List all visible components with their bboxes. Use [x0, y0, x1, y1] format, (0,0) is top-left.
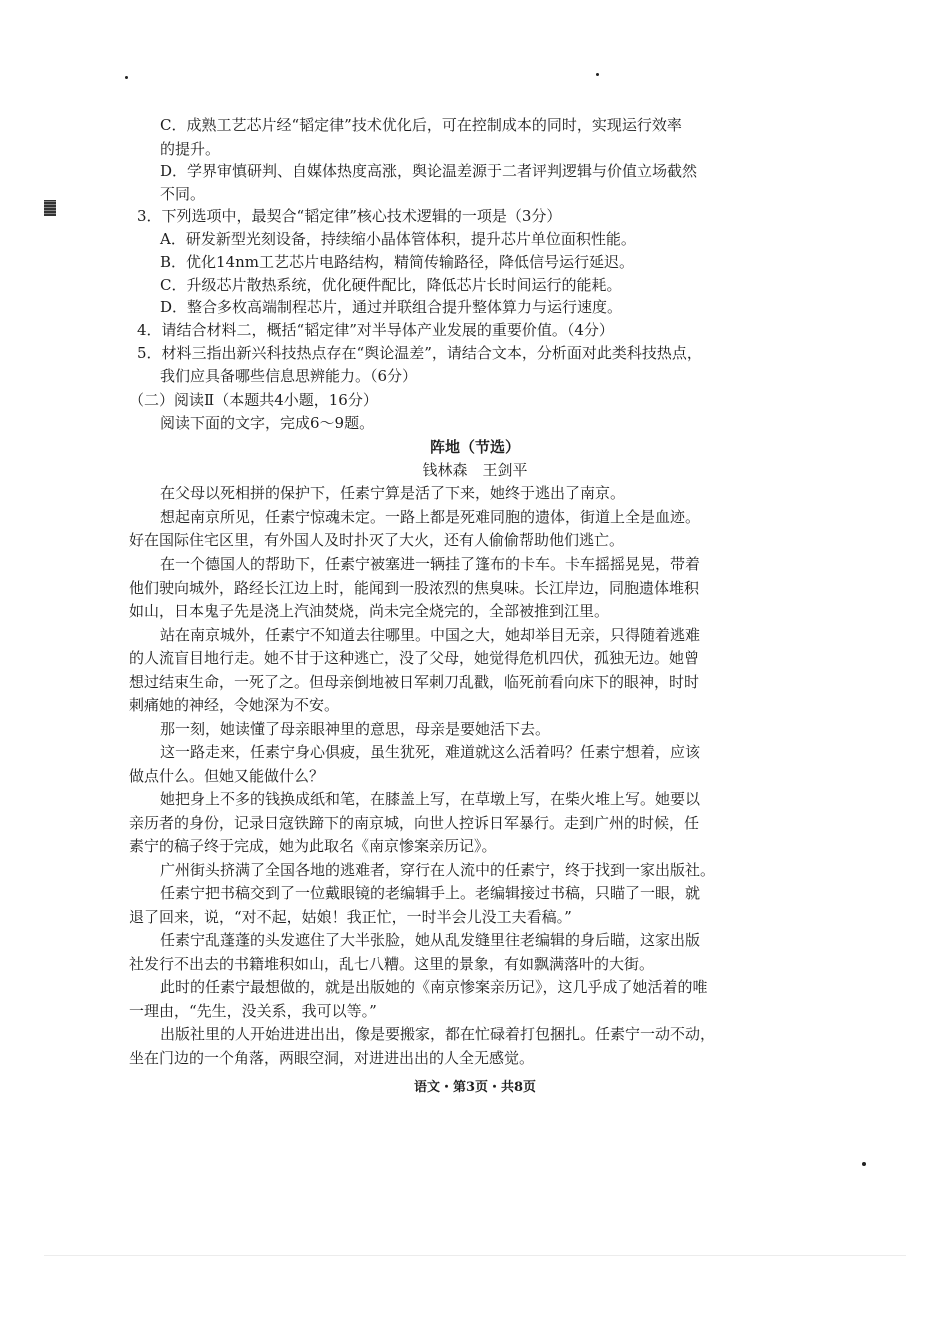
section-instruction: 阅读下面的文字，完成6～9题。 — [160, 414, 375, 432]
passage-line: 的人流盲目地行走。她不甘于这种逃亡，没了父母，她觉得危机四伏，孤独无边。她曾 — [129, 649, 700, 667]
passage-line: 任素宁乱蓬蓬的头发遮住了大半张脸，她从乱发缝里往老编辑的身后瞄，这家出版 — [160, 931, 701, 949]
q3-option-a: A．研发新型光刻设备，持续缩小晶体管体积，提升芯片单位面积性能。 — [160, 230, 636, 248]
passage-line: 那一刻，她读懂了母亲眼神里的意思，母亲是要她活下去。 — [160, 720, 551, 738]
passage-line: 出版社里的人开始进进出出，像是要搬家，都在忙碌着打包捆扎。任素宁一动不动， — [160, 1025, 716, 1043]
passage-line: 在一个德国人的帮助下，任素宁被塞进一辆挂了篷布的卡车。卡车摇摇晃晃，带着 — [160, 555, 701, 573]
q2-option-d-line2: 不同。 — [160, 185, 206, 203]
passage-line: 她把身上不多的钱换成纸和笔，在膝盖上写，在草墩上写，在柴火堆上写。她要以 — [160, 790, 701, 808]
passage-line: 任素宁把书稿交到了一位戴眼镜的老编辑手上。老编辑接过书稿，只瞄了一眼，就 — [160, 884, 701, 902]
passage-line: 如山，日本鬼子先是浇上汽油焚烧，尚未完全烧完的，全部被推到江里。 — [129, 602, 610, 620]
q2-option-c-line2: 的提升。 — [160, 140, 221, 158]
passage-line: 做点什么。但她又能做什么？ — [129, 767, 325, 785]
page-footer: 语文・第3页・共8页 — [413, 1080, 537, 1095]
passage-line: 站在南京城外，任素宁不知道去往哪里。中国之大，她却举目无亲，只得随着逃难 — [160, 626, 701, 644]
passage-line: 刺痛她的神经，令她深为不安。 — [129, 696, 340, 714]
page-bottom-rule — [44, 1255, 906, 1256]
q3-stem: 3．下列选项中，最契合“韬定律”核心技术逻辑的一项是（3分） — [137, 207, 562, 225]
passage-line: 广州街头挤满了全国各地的逃难者，穿行在人流中的任素宁，终于找到一家出版社。 — [160, 861, 716, 879]
scan-mark-icon — [44, 200, 56, 216]
passage-line: 退了回来，说，“对不起，姑娘！我正忙，一时半会儿没工夫看稿。” — [129, 908, 572, 926]
q5-stem-line2: 我们应具备哪些信息思辨能力。（6分） — [160, 367, 418, 385]
passage-line: 一理由，“先生，没关系，我可以等。” — [129, 1002, 377, 1020]
q2-option-d-line1: D．学界审慎研判、自媒体热度高涨，舆论温差源于二者评判逻辑与价值立场截然 — [160, 162, 698, 180]
passage-title: 阵地（节选） — [429, 438, 520, 456]
passage-line: 素宁的稿子终于完成，她为此取名《南京惨案亲历记》。 — [129, 837, 497, 855]
passage-line: 想起南京所见，任素宁惊魂未定。一路上都是死难同胞的遗体，街道上全是血迹。 — [160, 508, 701, 526]
q4-stem: 4．请结合材料二，概括“韬定律”对半导体产业发展的重要价值。（4分） — [137, 321, 614, 339]
passage-line: 社发行不出去的书籍堆积如山，乱七八糟。这里的景象，有如飘满落叶的大街。 — [129, 955, 655, 973]
q3-option-c: C．升级芯片散热系统，优化硬件配比，降低芯片长时间运行的能耗。 — [160, 276, 622, 294]
speck-dot — [125, 76, 128, 79]
passage-line: 亲历者的身份，记录日寇铁蹄下的南京城，向世人控诉日军暴行。走到广州的时候，任 — [129, 814, 700, 832]
passage-line: 他们驶向城外，路经长江边上时，能闻到一股浓烈的焦臭味。长江岸边，同胞遗体堆积 — [129, 579, 700, 597]
passage-line: 坐在门边的一个角落，两眼空洞，对进进出出的人全无感觉。 — [129, 1049, 535, 1067]
passage-line: 好在国际住宅区里，有外国人及时扑灭了大火，还有人偷偷帮助他们逃亡。 — [129, 531, 625, 549]
passage-line: 在父母以死相拼的保护下，任素宁算是活了下来，她终于逃出了南京。 — [160, 484, 626, 502]
section-heading: （二）阅读Ⅱ（本题共4小题，16分） — [129, 391, 378, 409]
speck-dot — [862, 1162, 866, 1166]
q2-option-c-line1: C．成熟工艺芯片经“韬定律”技术优化后，可在控制成本的同时，实现运行效率 — [160, 116, 682, 134]
passage-line: 这一路走来，任素宁身心俱疲，虽生犹死，难道就这么活着吗？任素宁想着，应该 — [160, 743, 701, 761]
q3-option-b: B．优化14nm工艺芯片电路结构，精简传输路径，降低信号运行延迟。 — [160, 253, 634, 271]
speck-dot — [596, 73, 599, 76]
q3-option-d: D．整合多枚高端制程芯片，通过并联组合提升整体算力与运行速度。 — [160, 298, 623, 316]
passage-line: 此时的任素宁最想做的，就是出版她的《南京惨案亲历记》，这几乎成了她活着的唯 — [160, 978, 708, 996]
q5-stem-line1: 5．材料三指出新兴科技热点存在“舆论温差”，请结合文本，分析面对此类科技热点， — [137, 344, 702, 362]
passage-authors: 钱林森 王剑平 — [422, 461, 528, 479]
passage-line: 想过结束生命，一死了之。但母亲倒地被日军刺刀乱戳，临死前看向床下的眼神，时时 — [129, 673, 700, 691]
